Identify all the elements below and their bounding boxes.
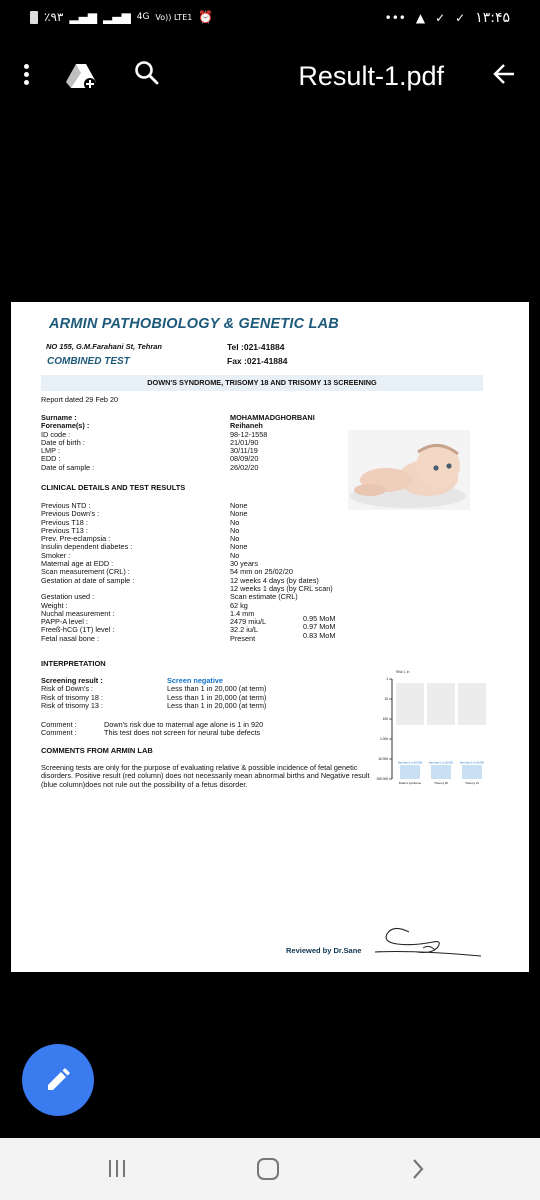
patient-value: MOHAMMADGHORBANI xyxy=(230,413,315,422)
mom-value: 0.95 MoM xyxy=(303,614,336,623)
baby-photo xyxy=(348,430,470,510)
screening-value: Less than 1 in 20,000 (at term) xyxy=(167,684,267,694)
network-type: 4G xyxy=(136,12,150,22)
screening-title: DOWN'S SYNDROME, TRISOMY 18 AND TRISOMY 13 SCREENING xyxy=(41,375,483,391)
search-icon[interactable] xyxy=(134,60,160,86)
screening-value: Less than 1 in 20,000 (at term) xyxy=(167,692,267,702)
clinical-label: Prev. Pre-eclampsia : xyxy=(41,534,111,544)
download-done-icon: ✓ xyxy=(435,11,446,25)
volte-indicator: Vo)) LTE1 xyxy=(155,12,193,22)
mom-values xyxy=(303,615,335,640)
clinical-label: Maternal age at EDD : xyxy=(41,559,114,569)
clinical-label: Freeß-hCG (1T) level : xyxy=(41,625,115,635)
comments-heading: COMMENTS FROM ARMIN LAB xyxy=(41,746,153,755)
clinical-labels xyxy=(41,502,134,643)
patient-value: 26/02/20 xyxy=(230,462,259,472)
clinical-value: 54 mm on 25/02/20 xyxy=(230,567,293,577)
alarm-icon: ⏰ xyxy=(198,10,214,24)
status-bar xyxy=(0,0,540,40)
chart-y-tick-label: 1 000 xyxy=(380,737,388,742)
chart-category-label: Down's syndrome xyxy=(398,781,422,785)
chart-y-tick-label: 10 000 xyxy=(378,757,388,762)
signal-icon: ▂▄▆ xyxy=(69,10,98,24)
back-arrow-icon[interactable] xyxy=(492,62,516,86)
clinical-label: Fetal nasal bone : xyxy=(41,633,100,643)
signal-icon-2: ▂▄▆ xyxy=(103,10,131,24)
screening-value: Less than 1 in 20,000 (at term) xyxy=(167,700,267,710)
patient-value: 21/01/90 xyxy=(230,437,259,447)
clinical-label: Scan measurement (CRL) : xyxy=(41,567,130,577)
screening-label: Risk of trisomy 13 : xyxy=(41,700,104,710)
nav-back-icon[interactable] xyxy=(410,1158,426,1180)
chart-category-label: Trisomy 13 xyxy=(465,781,479,785)
comment-label: Comment : xyxy=(41,728,77,738)
clinical-value: None xyxy=(230,501,248,510)
patient-label: Surname : xyxy=(41,413,77,422)
status-left xyxy=(30,10,213,24)
drive-icon: ▲ xyxy=(415,11,426,25)
chart-category-label: Trisomy 18 xyxy=(434,781,448,785)
clinical-label: Gestation at date of sample : xyxy=(41,575,135,585)
clinical-value: Present xyxy=(230,633,256,643)
clinical-label: Smoker : xyxy=(41,550,71,560)
chart-bar-background xyxy=(396,683,424,725)
clinical-value: No xyxy=(230,534,240,544)
status-right xyxy=(385,10,510,26)
recents-button[interactable] xyxy=(109,1160,125,1177)
clinical-label: Previous NTD : xyxy=(41,501,91,510)
comment-label: Comment : xyxy=(41,720,77,729)
chart-bar-background xyxy=(427,683,455,725)
interpretation-heading: INTERPRETATION xyxy=(41,659,106,668)
chart-data-label: less than 1 in 20,000 xyxy=(460,761,484,765)
comment-labels xyxy=(41,721,77,738)
patient-values xyxy=(230,414,315,472)
screening-label: Risk of trisomy 18 : xyxy=(41,692,104,702)
screening-label: Screening result : xyxy=(41,676,103,685)
screening-result: Screen negative xyxy=(167,676,223,685)
chart-bar-background xyxy=(458,683,486,725)
screening-label: Risk of Down's : xyxy=(41,684,94,694)
chart-y-tick-label: 100 000 xyxy=(376,777,388,782)
reviewed-by: Reviewed by Dr.Sane xyxy=(286,946,362,955)
clinical-value: No xyxy=(230,550,240,560)
clinical-value: 12 weeks 1 days (by CRL scan) xyxy=(230,583,333,593)
signature xyxy=(373,922,483,964)
clinical-label: Previous T18 : xyxy=(41,517,88,527)
screening-labels xyxy=(41,677,103,710)
lab-tel: Tel :021-41884 xyxy=(227,342,285,352)
clinical-value: 12 weeks 4 days (by dates) xyxy=(230,575,319,585)
chart-data-label: less than 1 in 20,000 xyxy=(398,761,422,765)
mom-value: 0.83 MoM xyxy=(303,630,336,640)
lab-name: ARMIN PATHOBIOLOGY & GENETIC LAB xyxy=(49,316,339,332)
chart-y-tick-label: 1 xyxy=(386,677,388,682)
chart-bar xyxy=(400,765,420,779)
comment-value: Down's risk due to maternal age alone is 1 in 920 xyxy=(104,720,264,729)
clinical-value: 32.2 iu/L xyxy=(230,625,258,635)
patient-value: Reihaneh xyxy=(230,421,263,431)
risk-chart xyxy=(366,667,491,802)
system-nav-bar xyxy=(0,1138,540,1200)
chart-data-label: less than 1 in 20,000 xyxy=(429,761,453,765)
download-done-icon-2: ✓ xyxy=(455,11,466,25)
pdf-page[interactable] xyxy=(11,302,529,972)
comment-value: This test does not screen for neural tube defects xyxy=(104,728,261,738)
more-options-icon[interactable] xyxy=(24,64,30,88)
patient-label: EDD : xyxy=(41,454,61,464)
patient-label: Forename(s) : xyxy=(41,421,90,431)
lab-fax: Fax :021-41884 xyxy=(227,356,288,366)
test-type: COMBINED TEST xyxy=(47,356,130,367)
pencil-icon xyxy=(44,1066,72,1094)
disclaimer: Screening tests are only for the purpose of evaluating relative & possible incidence of fetal genetic disorders. Positive result (red column) does not necessarily mean abnormal births and Negative result (blue column)does not rule out the possibility of a fetus disorder. xyxy=(41,763,370,789)
clinical-label: Weight : xyxy=(41,600,68,610)
home-button[interactable] xyxy=(257,1158,279,1180)
patient-label: Date of birth : xyxy=(41,437,85,447)
clinical-value: None xyxy=(230,542,248,552)
chart-y-tick-label: 100 xyxy=(382,717,388,722)
clinical-label: Previous Down's : xyxy=(41,509,100,519)
edit-button[interactable] xyxy=(22,1044,94,1116)
app-bar xyxy=(0,48,540,108)
comment-values xyxy=(104,721,263,738)
patient-value: 08/09/20 xyxy=(230,454,259,464)
clinical-label: Previous T13 : xyxy=(41,525,88,535)
document-title: Result-1.pdf xyxy=(298,61,444,91)
patient-label: ID code : xyxy=(41,429,71,439)
clinical-label: Nuchal measurement : xyxy=(41,608,115,618)
clinical-value: No xyxy=(230,525,240,535)
chart-bar xyxy=(462,765,482,779)
clinical-label: Insulin dependent diabetes : xyxy=(41,542,133,552)
lab-address: NO 155, G.M.Farahani St, Tehran xyxy=(46,342,163,351)
overflow-dots: ••• xyxy=(384,11,406,25)
clinical-value: None xyxy=(230,509,248,519)
patient-label: Date of sample : xyxy=(41,462,95,472)
patient-value: 30/11/19 xyxy=(230,446,258,456)
clinical-value: 62 kg xyxy=(230,600,248,610)
chart-bar xyxy=(431,765,451,779)
clinical-value: 2479 miu/L xyxy=(230,617,267,627)
mom-value: 0.97 MoM xyxy=(303,622,336,632)
clinical-heading: CLINICAL DETAILS AND TEST RESULTS xyxy=(41,483,186,492)
battery-percent: ٪۹۳ xyxy=(44,10,64,24)
report-date: Report dated 29 Feb 20 xyxy=(41,395,119,404)
clinical-value: 30 years xyxy=(230,559,258,569)
chart-y-tick-label: 10 xyxy=(384,697,388,702)
clock: ۱۳:۴۵ xyxy=(475,10,510,26)
clinical-value: No xyxy=(230,517,240,527)
add-to-drive-icon[interactable] xyxy=(66,62,98,90)
battery-icon xyxy=(30,11,38,24)
clinical-value: 1.4 mm xyxy=(230,608,255,618)
clinical-label: Gestation used : xyxy=(41,592,95,602)
patient-labels xyxy=(41,414,94,472)
patient-value: 98-12-1558 xyxy=(230,429,268,439)
clinical-value: Scan estimate (CRL) xyxy=(230,592,298,602)
patient-label: LMP : xyxy=(41,446,60,456)
clinical-label: PAPP-A level : xyxy=(41,617,88,627)
chart-title: Risk 1 in xyxy=(396,670,410,674)
screening-values xyxy=(167,677,266,710)
